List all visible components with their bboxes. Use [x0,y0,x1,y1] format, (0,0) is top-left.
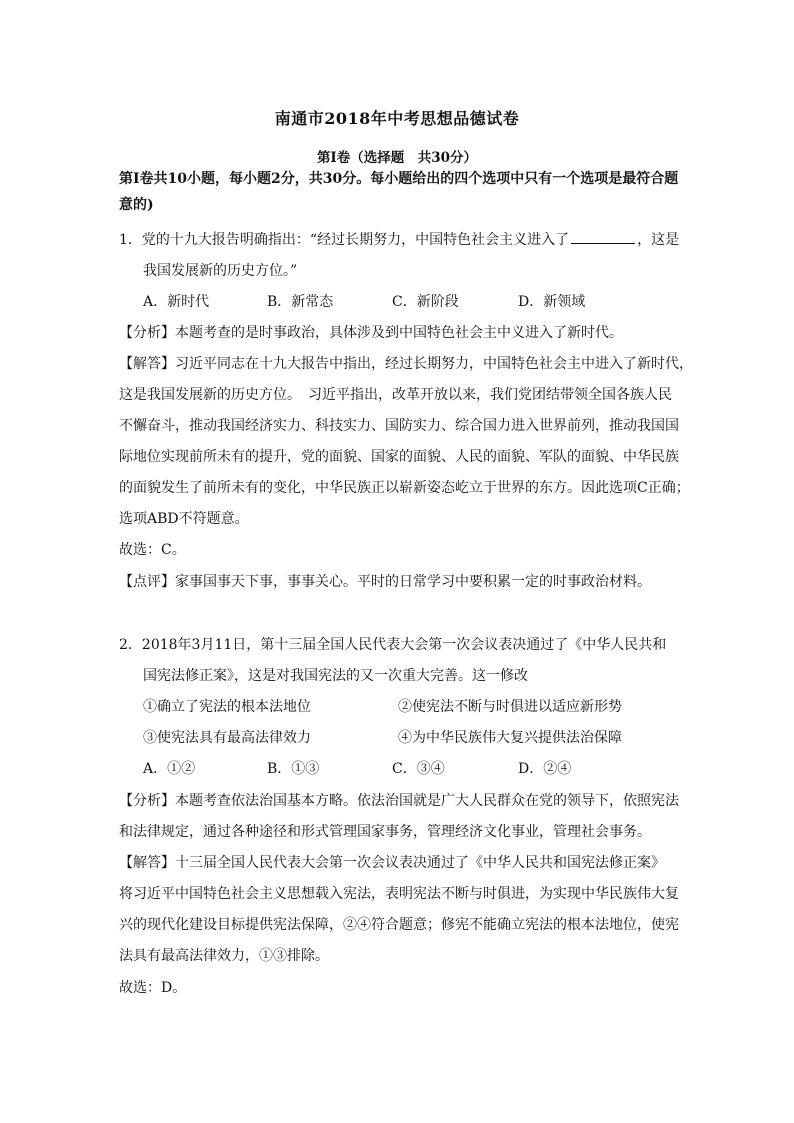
q2-stem-line2: 国宪法修正案》，这是对我国宪法的又一次重大完善。这一修改 [143,668,528,684]
q2-statement-2: ②使宪法不断与时俱进以适应新形势 [398,699,622,715]
q1-choice: 故选：C。 [119,542,186,558]
q1-option-d: D．新领域 [518,294,586,310]
q2-statement-3: ③使宪法具有最高法律效力 [143,730,311,746]
q1-option-c: C．新阶段 [392,294,459,310]
q1-analysis: 【分析】本题考查的是时事政治，具体涉及到中国特色社会主中义进入了新时代。 [119,325,623,341]
q1-answer-blank [571,231,635,244]
q1-stem-text-a: 1．党的十九大报告明确指出：“经过长期努力，中国特色社会主义进入了 [119,232,570,248]
q1-answer-line: 不懈奋斗，推动我国经济实力、科技实力、国防实力、综合国力进入世界前列，推动我国国 [119,418,679,434]
q2-option-b: B．①③ [267,761,320,777]
q1-answer-line: 的面貌发生了前所未有的变化，中华民族正以崭新姿态屹立于世界的东方。因此选项C正确； [119,480,690,496]
q2-answer-line: 将习近平中国特色社会主义思想载入宪法，表明宪法不断与时俱进，为实现中华民族伟大复 [119,886,679,902]
exam-title: 南通市2018年中考思想品德试卷 [274,109,520,128]
q2-option-c: C．③④ [392,761,445,777]
part1-heading: 第Ⅰ卷（选择题 共30分） [316,150,478,166]
q2-statement-4: ④为中华民族伟大复兴提供法治保障 [398,730,622,746]
q1-answer-line: 际地位实现前所未有的提升，党的面貌、国家的面貌、人民的面貌、军队的面貌、中华民族 [119,449,679,465]
q1-answer-line: 【解答】习近平同志在十九大报告中指出，经过长期努力，中国特色社会主中进入了新时代， [119,356,693,372]
q1-stem-line2: 我国发展新的历史方位。” [143,263,298,279]
q2-analysis-line: 和法律规定，通过各种途径和形式管理国家事务，管理经济文化事业，管理社会事务。 [119,824,651,840]
q2-choice: 故选：D。 [119,980,187,996]
q2-option-d: D．②④ [518,761,572,777]
q2-stem-line1: 2．2018年3月11日，第十三届全国人民代表大会第一次会议表决通过了《中华人民共和 [119,637,667,653]
q2-option-a: A．①② [143,761,196,777]
q2-statement-1: ①确立了宪法的根本法地位 [143,699,311,715]
q2-answer-line: 兴的现代化建设目标提供宪法保障，②④符合题意；修宪不能确立宪法的根本法地位，使宪 [119,917,679,933]
q1-answer-line: 这是我国发展新的历史方位。 习近平指出，改革开放以来，我们党团结带领全国各族人民 [119,387,672,403]
q1-comment: 【点评】家事国事天下事，事事关心。平时的日常学习中要积累一定的时事政治材料。 [119,574,651,590]
q1-option-b: B．新常态 [267,294,334,310]
q1-option-a: A．新时代 [143,294,210,310]
q1-answer-line: 选项ABD不符题意。 [119,511,249,527]
q2-analysis-line: 【分析】本题考查依法治国基本方略。依法治国就是广大人民群众在党的领导下，依照宪法 [119,793,679,809]
part1-instruction-line2: 意的) [119,197,154,213]
part1-instruction-line1: 第Ⅰ卷共10小题，每小题2分，共30分。每小题给出的四个选项中只有一个选项是最符合题 [119,171,679,187]
q1-stem-line1 [119,231,679,249]
q2-answer-line: 【解答】十三届全国人民代表大会第一次会议表决通过了《中华人民共和国宪法修正案》 [119,855,665,871]
q2-answer-line: 法具有最高法律效力，①③排除。 [119,948,329,964]
q1-stem-text-b: ，这是 [637,232,680,248]
